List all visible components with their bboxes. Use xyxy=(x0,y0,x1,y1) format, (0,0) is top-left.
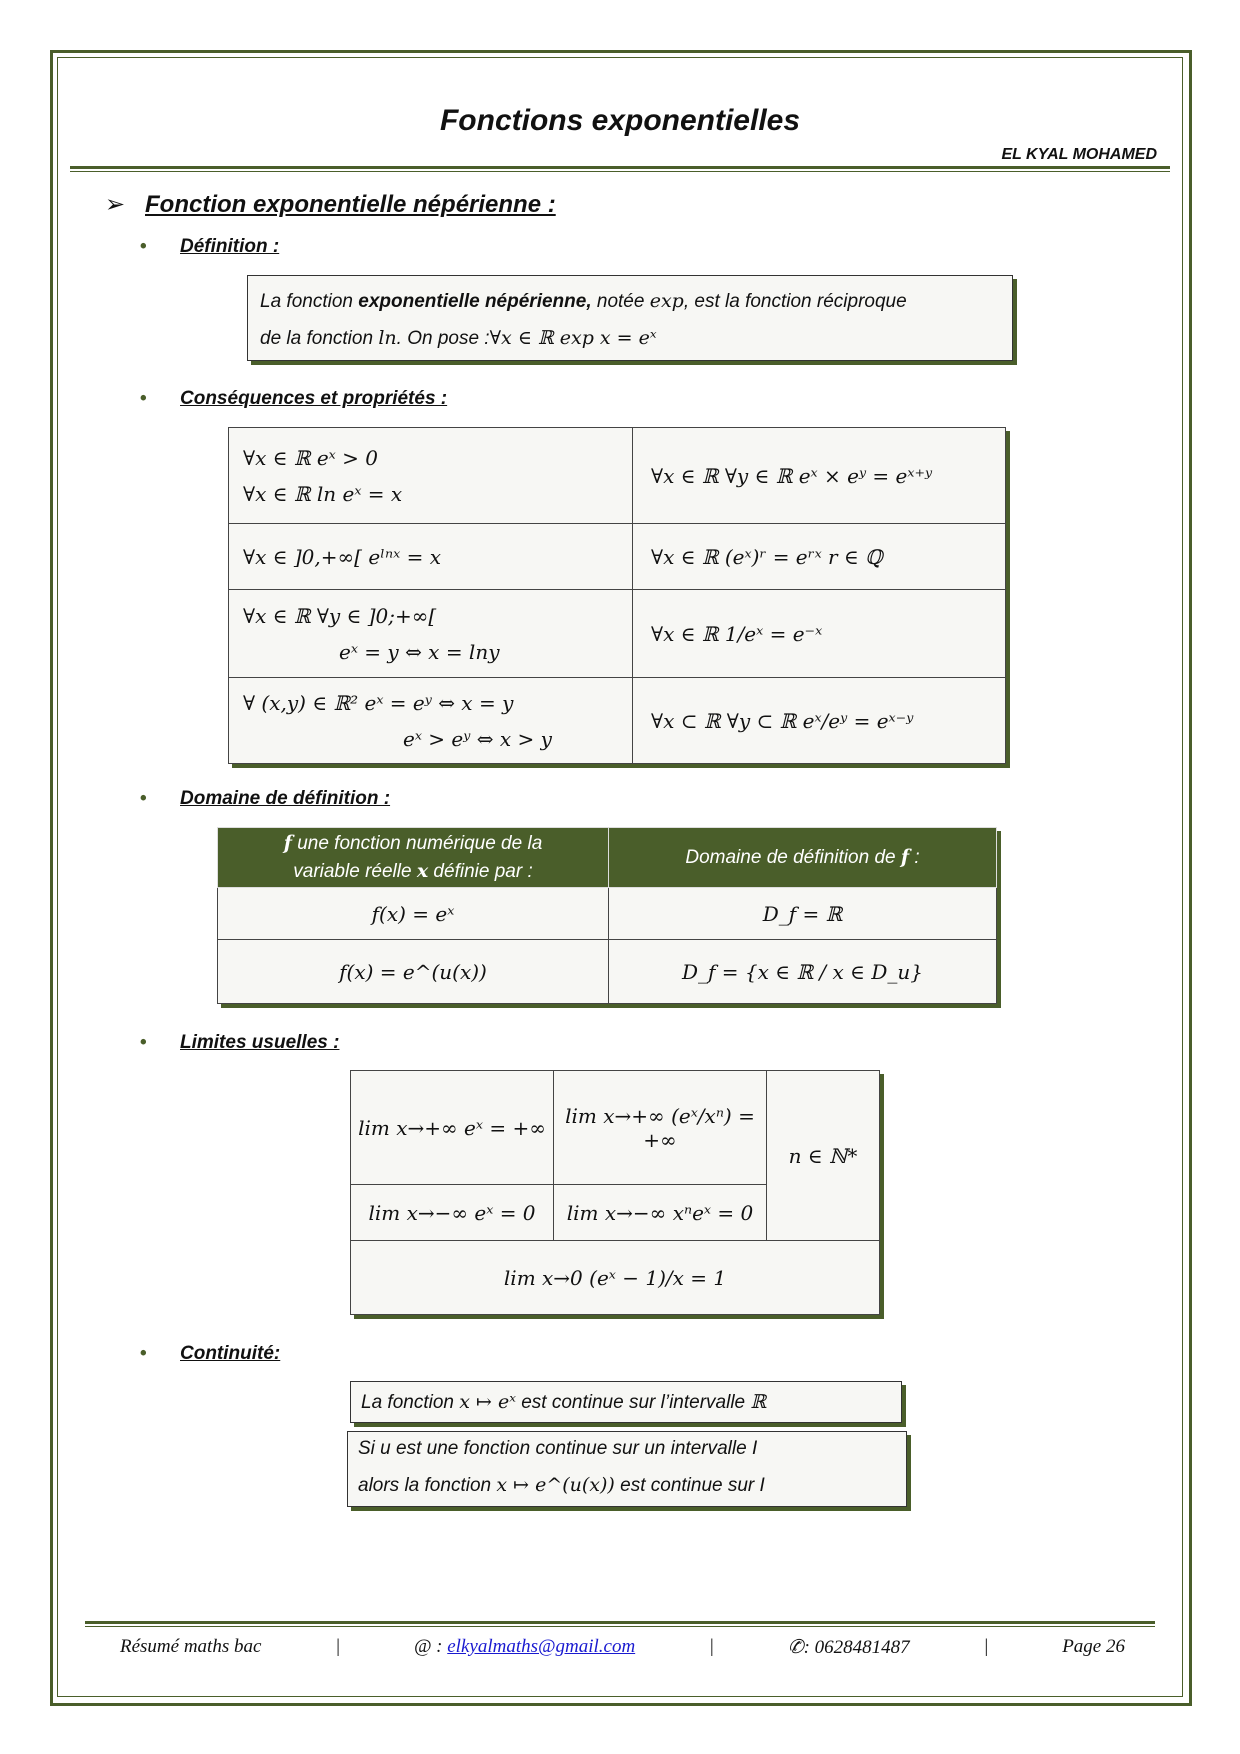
table-cell: ∀x ∈ ℝ eˣ > 0 ∀x ∈ ℝ ln eˣ = x xyxy=(229,428,633,524)
table-cell: ∀x ⊂ ℝ ∀y ⊂ ℝ eˣ/eʸ = eˣ⁻ʸ xyxy=(633,678,1006,764)
table-cell: D_f = ℝ xyxy=(609,888,997,940)
arrow-icon: ➢ xyxy=(105,191,126,218)
continuity-box-1: La fonction x ↦ eˣ est continue sur l’intervalle ℝ xyxy=(350,1381,902,1423)
table-cell: ∀x ∈ ℝ 1/eˣ = e⁻ˣ xyxy=(633,590,1006,678)
email-link[interactable]: elkyalmaths@gmail.com xyxy=(447,1636,636,1657)
table-cell: lim x→0 (eˣ − 1)/x = 1 xyxy=(351,1241,880,1315)
table-cell: lim x→−∞ xⁿeˣ = 0 xyxy=(554,1185,767,1241)
table-cell: f(x) = e^(u(x)) xyxy=(218,940,609,1004)
table-cell: f(x) = eˣ xyxy=(218,888,609,940)
section-title: ➢ Fonction exponentielle népérienne : xyxy=(105,191,556,218)
table-header: f une fonction numérique de la variable réelle x définie par : xyxy=(218,828,609,888)
definition-box: La fonction exponentielle népérienne, notée exp, est la fonction réciproque de la fonction ln. On pose :∀x ∈ ℝ exp x = eˣ xyxy=(247,275,1013,361)
footer-separator: | xyxy=(708,1636,715,1657)
bullet-icon: • xyxy=(140,1343,147,1364)
footer-separator: | xyxy=(983,1636,989,1657)
footer xyxy=(85,1636,1155,1659)
continuity-box-2: Si u est une fonction continue sur un intervalle I alors la fonction x ↦ e^(u(x)) est continue sur I xyxy=(347,1431,907,1507)
page-number: Page 26 xyxy=(1062,1636,1125,1657)
table-row xyxy=(229,428,1006,524)
table-cell: ∀x ∈ ℝ ∀y ∈ ]0;+∞[ eˣ = y ⇔ x = lny xyxy=(229,590,633,678)
properties-table xyxy=(228,427,1006,764)
table-row xyxy=(229,678,1006,764)
table-cell: ∀x ∈ ]0,+∞[ eˡⁿˣ = x xyxy=(229,524,633,590)
table-cell: lim x→−∞ eˣ = 0 xyxy=(351,1185,554,1241)
table-row xyxy=(229,524,1006,590)
table-header-row xyxy=(218,828,997,888)
bullet-icon: • xyxy=(140,236,147,257)
header-rule-thin xyxy=(70,171,1170,172)
table-row xyxy=(218,888,997,940)
bullet-continuite: • Continuité: xyxy=(140,1343,281,1364)
header-rule xyxy=(70,166,1170,169)
table-cell: ∀x ∈ ℝ ∀y ∈ ℝ eˣ × eʸ = eˣ⁺ʸ xyxy=(633,428,1006,524)
footer-phone: ✆: 0628481487 xyxy=(787,1637,910,1658)
table-cell: D_f = {x ∈ ℝ / x ∈ D_u} xyxy=(609,940,997,1004)
limits-table xyxy=(350,1070,880,1315)
footer-rule-thin xyxy=(85,1626,1155,1627)
footer-separator: | xyxy=(335,1636,341,1657)
table-row xyxy=(351,1071,880,1185)
author: EL KYAL MOHAMED xyxy=(1001,146,1157,163)
table-cell: lim x→+∞ (eˣ/xⁿ) = +∞ xyxy=(554,1071,767,1185)
bullet-icon: • xyxy=(140,788,147,809)
table-row xyxy=(351,1241,880,1315)
bullet-domaine: • Domaine de définition : xyxy=(140,788,391,809)
table-cell: ∀ (x,y) ∈ ℝ² eˣ = eʸ ⇔ x = y eˣ > eʸ ⇔ x > y xyxy=(229,678,633,764)
footer-rule xyxy=(85,1621,1155,1624)
bullet-definition: • Définition : xyxy=(140,236,280,257)
table-cell: ∀x ∈ ℝ (eˣ)ʳ = eʳˣ r ∈ ℚ xyxy=(633,524,1006,590)
bullet-consequences: • Conséquences et propriétés : xyxy=(140,388,448,409)
table-header: Domaine de définition de f : xyxy=(609,828,997,888)
domain-table xyxy=(217,827,997,1004)
bullet-icon: • xyxy=(140,1032,147,1053)
page-title: Fonctions exponentielles xyxy=(439,104,801,137)
footer-email-group: @ : elkyalmaths@gmail.com xyxy=(413,1636,636,1657)
table-cell: n ∈ ℕ* xyxy=(767,1071,880,1241)
table-row xyxy=(218,940,997,1004)
table-cell: lim x→+∞ eˣ = +∞ xyxy=(351,1071,554,1185)
table-row xyxy=(229,590,1006,678)
bullet-limites: • Limites usuelles : xyxy=(140,1032,340,1053)
bullet-icon: • xyxy=(140,388,147,409)
footer-left: Résumé maths bac xyxy=(120,1636,262,1657)
